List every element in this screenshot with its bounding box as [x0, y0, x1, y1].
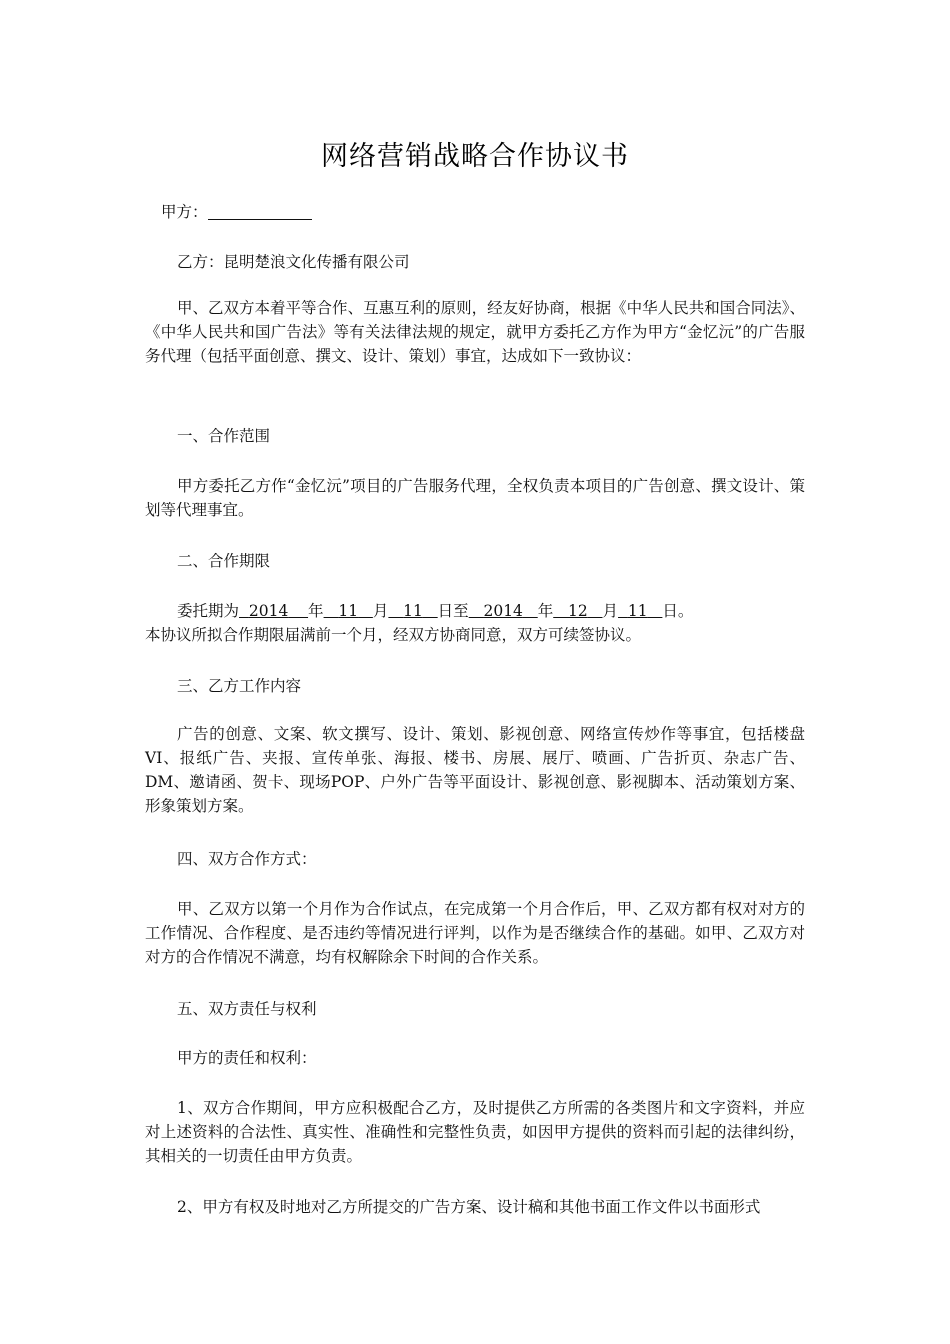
section-5-subheading: 甲方的责任和权利：: [177, 1049, 317, 1067]
end-month: 12: [568, 602, 588, 620]
end-year: 2014: [483, 602, 523, 620]
section-4-text: 甲、乙双方以第一个月作为合作试点，在完成第一个月合作后，甲、乙双方都有权对对方的工作情况、合作程度、是否违约等情况进行评判，以作为是否继续合作的基础。如甲、乙双方对对方的合作情况不满意，均有权解除余下时间的合作关系。: [145, 900, 805, 966]
section-5-heading: 五、双方责任与权利: [177, 1000, 317, 1018]
section-3-text: 广告的创意、文案、软文撰写、设计、策划、影视创意、网络宣传炒作等事宜，包括楼盘VI、报纸广告、夹报、宣传单张、海报、楼书、房展、展厅、喷画、广告折页、杂志广告、DM、邀请函、贺卡、现场POP、户外广告等平面设计、影视创意、影视脚本、活动策划方案、形象策划方案。: [145, 725, 805, 815]
start-year: 2014: [248, 602, 289, 620]
party-b-line: 乙方：昆明楚浪文化传播有限公司: [177, 253, 410, 271]
section-2-heading: 二、合作期限: [177, 552, 271, 570]
section-2-text: 委托期为 2014 年 11 月 11 日至 2014 年 12 月 11 日。: [177, 602, 694, 620]
party-a-label: 甲方：: [161, 203, 208, 221]
section-1-text: 甲方委托乙方作“金忆沅”项目的广告服务代理，全权负责本项目的广告创意、撰文设计、策划等代理事宜。: [145, 477, 805, 519]
section-2-text-2: 本协议所拟合作期限届满前一个月，经双方协商同意，双方可续签协议。: [145, 626, 642, 644]
start-day: 11: [403, 602, 423, 620]
intro-paragraph: 甲、乙双方本着平等合作、互惠互利的原则，经友好协商，根据《中华人民共和国合同法》、《中华人民共和国广告法》等有关法律法规的规定，就甲方委托乙方作为甲方“金忆沅”的广告服务代理（包括平面创意、撰文、设计、策划）事宜，达成如下一致协议：: [145, 299, 805, 365]
section-4-heading: 四、双方合作方式：: [177, 850, 317, 868]
party-a-blank: [208, 203, 312, 220]
section-1-heading: 一、合作范围: [177, 427, 271, 445]
section-3-heading: 三、乙方工作内容: [177, 677, 302, 695]
end-day: 11: [627, 602, 648, 620]
party-a-line: [145, 200, 805, 224]
document-title: 网络营销战略合作协议书: [321, 141, 629, 172]
section-5-item-2: 2、甲方有权及时地对乙方所提交的广告方案、设计稿和其他书面工作文件以书面形式: [177, 1198, 761, 1216]
section-5-item-1: 1、双方合作期间，甲方应积极配合乙方，及时提供乙方所需的各类图片和文字资料，并应对上述资料的合法性、真实性、准确性和完整性负责，如因甲方提供的资料而引起的法律纠纷，其相关的一切责任由甲方负责。: [145, 1099, 805, 1165]
start-month: 11: [338, 602, 359, 620]
